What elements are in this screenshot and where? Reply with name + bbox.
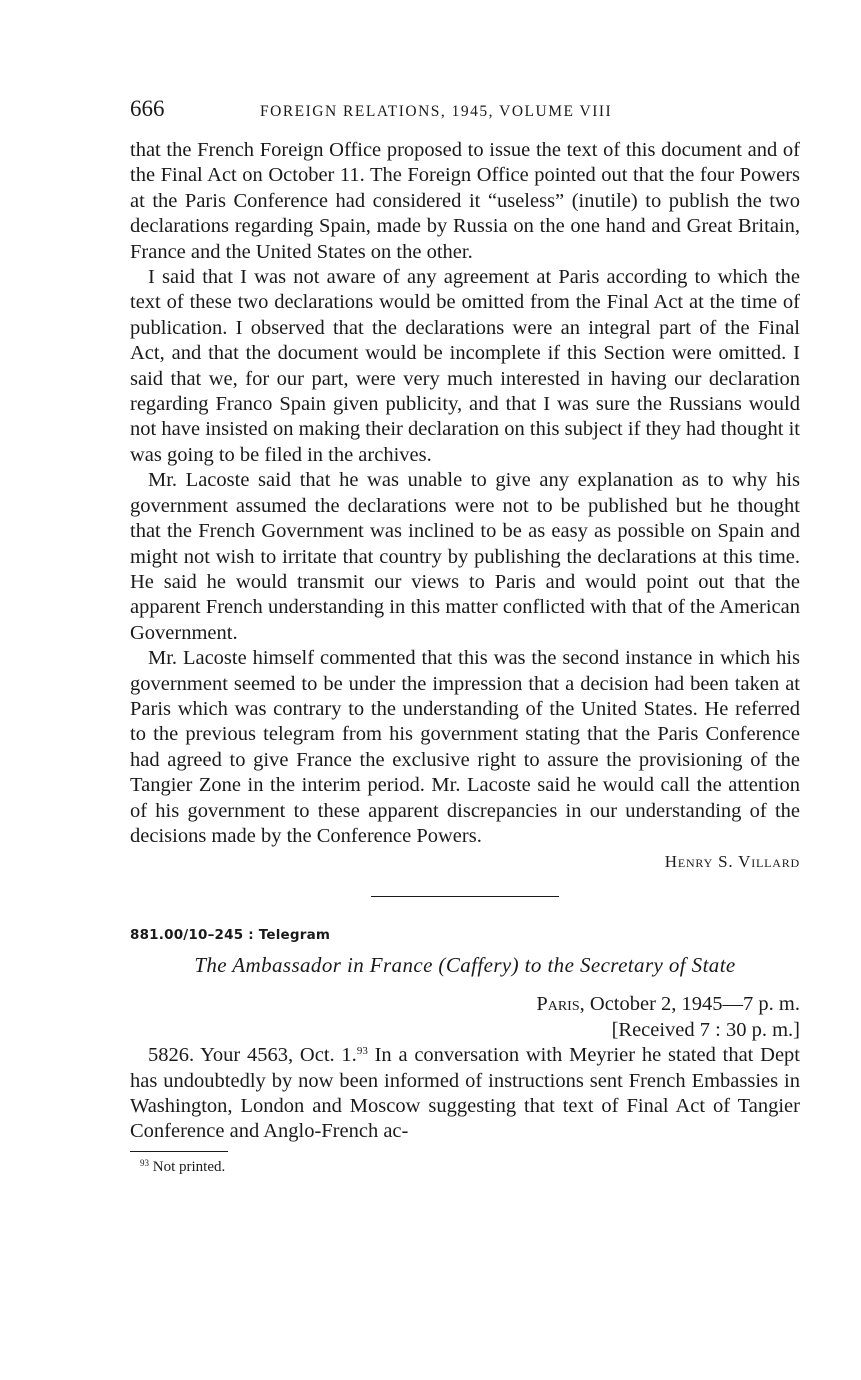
section-divider [371, 896, 559, 897]
paragraph: Mr. Lacoste said that he was unable to give any explanation as to why his government assumed the declarations were not to be published but he thought that the French Government was inclined to be as easy as possible on Spain and might not wish to irritate that country by publishing the declarations at this time. He said he would transmit our views to Paris and would point out that the apparent French understanding in this matter conflicted with that of the American Government. [130, 469, 800, 644]
paragraph-rest: In a conversation with Meyrier he stated that Dept has undoubtedly by now been informed of instructions sent French Embassies in Washington, London and Moscow suggesting that text of Final Act of Tangier Conference and Anglo-French ac- [130, 1044, 800, 1143]
paragraph: Mr. Lacoste himself commented that this was the second instance in which his government seemed to be under the impression that a decision had been taken at Paris which was contrary to the understanding of the United States. He referred to the previous telegram from his government stating that the Paris Conference had agreed to give France the exclusive right to assure the provisioning of the Tangier Zone in the interim period. Mr. Lacoste said he would call the attention of his government to these apparent discrepancies in our understanding of the decisions made by the Conference Powers. [130, 647, 800, 847]
dateline-place: Paris [536, 993, 580, 1016]
footnote-marker: 93 [356, 1045, 368, 1058]
footnote-divider [130, 1151, 228, 1152]
footnote [140, 1159, 800, 1176]
paragraph: that the French Foreign Office proposed to issue the text of this document and of the Final Act on October 11. The Foreign Office pointed out that the four Powers at the Paris Conference had considered it “useless” (inutile) to publish the two declarations regarding Spain, made by Russia on the one hand and Great Britain, France and the United States on the other. [130, 139, 800, 263]
paragraph: I said that I was not aware of any agreement at Paris according to which the text of these two declarations would be omitted from the Final Act at the time of publication. I observed that the declarations were an integral part of the Final Act, and that the document would be incomplete if this Section were omitted. I said that we, for our part, were very much interested in having our declaration regarding Franco Spain given publicity, and that I was sure the Russians would not have insisted on making their declaration on this subject if they had thought it was going to be filed in the archives. [130, 266, 800, 466]
telegram-paragraph [130, 1043, 800, 1145]
footnote-text: Not printed. [152, 1158, 226, 1175]
document-body-1 [130, 138, 800, 878]
file-reference: 881.00/10–245 : Telegram [130, 927, 331, 944]
paragraph-lead: 5826. Your 4563, Oct. 1. [148, 1044, 357, 1067]
dateline [130, 992, 800, 1043]
running-head [130, 96, 800, 130]
signature: Henry S. Villard [664, 852, 800, 872]
document-heading: The Ambassador in France (Caffery) to the Secretary of State [194, 953, 736, 978]
running-title: FOREIGN RELATIONS, 1945, VOLUME VIII [260, 103, 613, 120]
page-number: 666 [130, 96, 165, 121]
footnote-number: 93 [140, 1157, 149, 1168]
dateline-date: , October 2, 1945—7 p. m. [579, 993, 800, 1016]
dateline-sent [130, 992, 800, 1017]
dateline-received: [Received 7 : 30 p. m.] [611, 1018, 800, 1041]
page [130, 96, 800, 1176]
